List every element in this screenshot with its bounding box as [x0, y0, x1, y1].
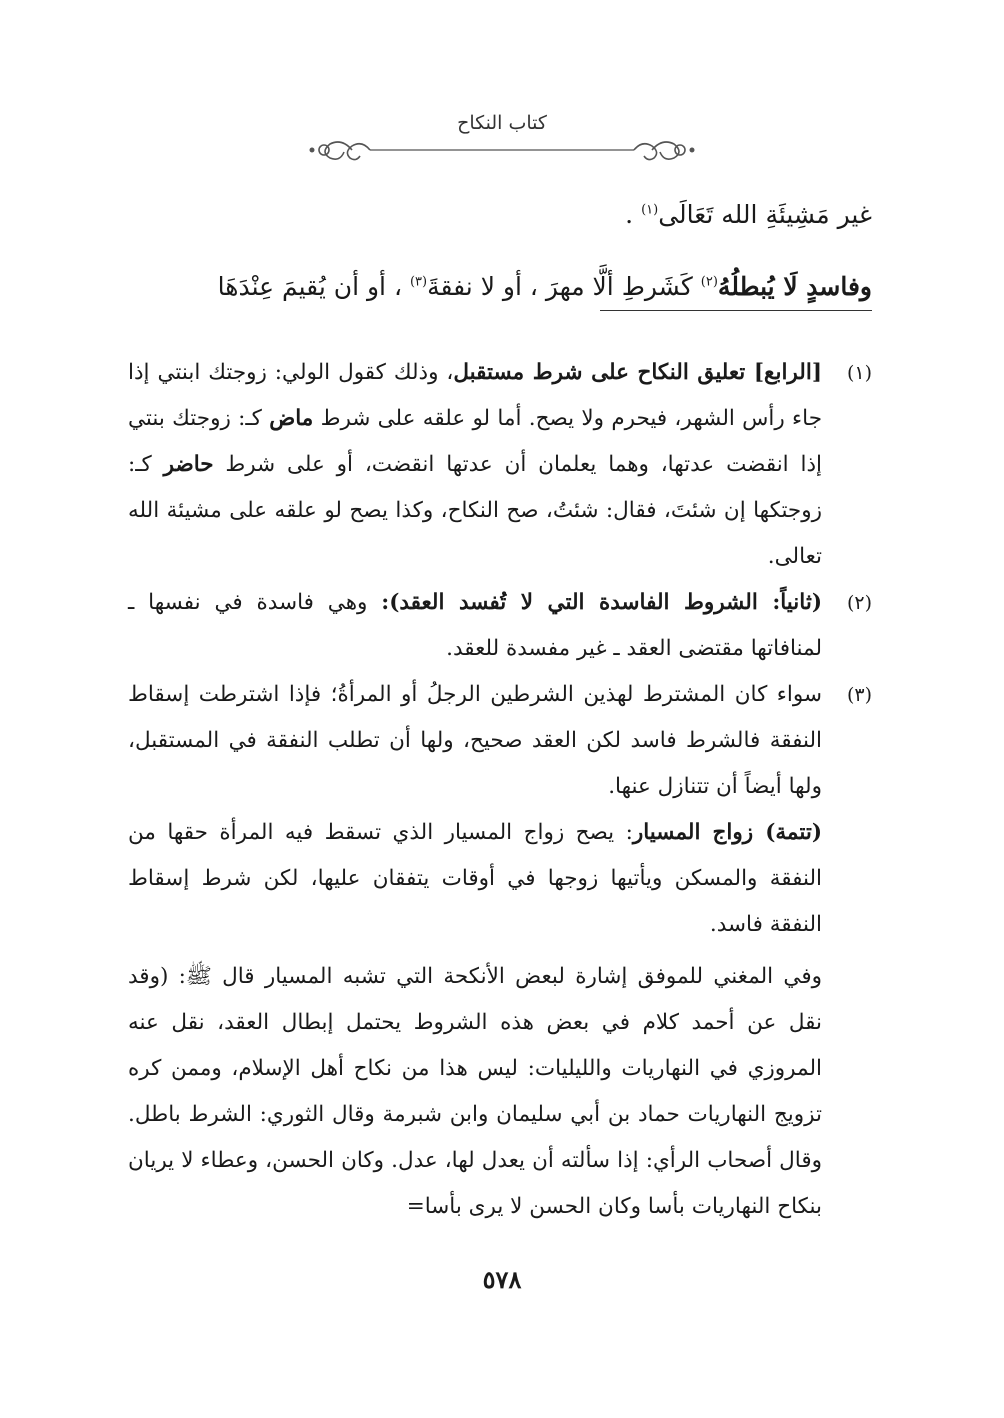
- footnote-number: (٣): [846, 684, 872, 706]
- footnote-3: (٣) سواء كان المشترط لهذين الشرطين الرجلُ أو المرأةُ؛ فإذا اشترطت إسقاط النفقة فالشرط فاسد لكن العقد صحيح، ولها أن تطلب النفقة في المستقبل، ولها أيضاً أن تتنازل عنها.: [128, 672, 872, 810]
- header-ornament-icon: [300, 130, 704, 170]
- main-text-line-2: وفاسدٍ لَا يُبطلُهُ$^{(٢)}$ كَشَرطِ ألَّا مهرَ ، أو لا نفقةَ$^{(٣)}$ ، أو أن يُقيمَ عِنْدَهَا: [217, 272, 872, 301]
- footnote-ref-2[interactable]: (٢): [700, 274, 718, 290]
- footnote-number: (١): [846, 362, 872, 384]
- footnote-1: (١) [الرابع] تعليق النكاح على شرط مستقبل، وذلك كقول الولي: زوجتك ابنتي إذا جاء رأس الشهر، فيحرم ولا يصح. أما لو علقه على شرط ماض كـ: زوجتك بنتي إذا انقضت عدتها، وهما يعلمان أن عدتها انقضت، أو على شرط حاضر كـ: زوجتكها إن شئتَ، فقال: شئتُ، صح النكاح، وكذا يصح لو علقه على مشيئة الله تعالى.: [128, 350, 872, 580]
- footnote-3-quote: وفي المغني للموفق إشارة لبعض الأنكحة التي تشبه المسيار قال ﷺ: (وقد نقل عن أحمد كلام في بعض هذه الشروط يحتمل إبطال العقد، نقل عنه المروزي في النهاريات والليليات: ليس هذا من نكاح أهل الإسلام، وممن كره تزويج النهاريات حماد بن أبي سليمان وابن شبرمة وقال الثوري: الشرط باطل. وقال أصحاب الرأي: إذا سألته أن يعدل لها، عدل. وكان الحسن، وعطاء لا يريان بنكاح النهاريات بأسا وكان الحسن لا يرى بأسا=: [128, 964, 822, 1219]
- main-text-line-1: غير مَشِيئَةِ الله تَعَالَى$^{(١)}$ .: [625, 200, 872, 229]
- footnotes-section: [128, 350, 872, 1230]
- footnote-number: (٢): [846, 592, 872, 614]
- footnote-ref-3[interactable]: (٣): [409, 274, 428, 290]
- running-header: كتاب النكاح: [457, 112, 547, 134]
- footnote-2: (٢) (ثانياً: الشروط الفاسدة التي لا تُفسد العقد): وهي فاسدة في نفسها ـ لمنافاتها مقتضى العقد ـ غير مفسدة للعقد.: [128, 580, 872, 672]
- footnote-3-supplement: (تتمة) زواج المسيار: يصح زواج المسيار الذي تسقط فيه المرأة حقها من النفقة والمسكن ويأتيها زوجها في أوقات يتفقان عليها، لكن شرط إسقاط النفقة فاسد.: [128, 820, 822, 937]
- footnote-divider: [600, 310, 872, 311]
- page-number: ٥٧٨: [482, 1265, 522, 1294]
- footnote-ref-1[interactable]: (١): [641, 202, 659, 218]
